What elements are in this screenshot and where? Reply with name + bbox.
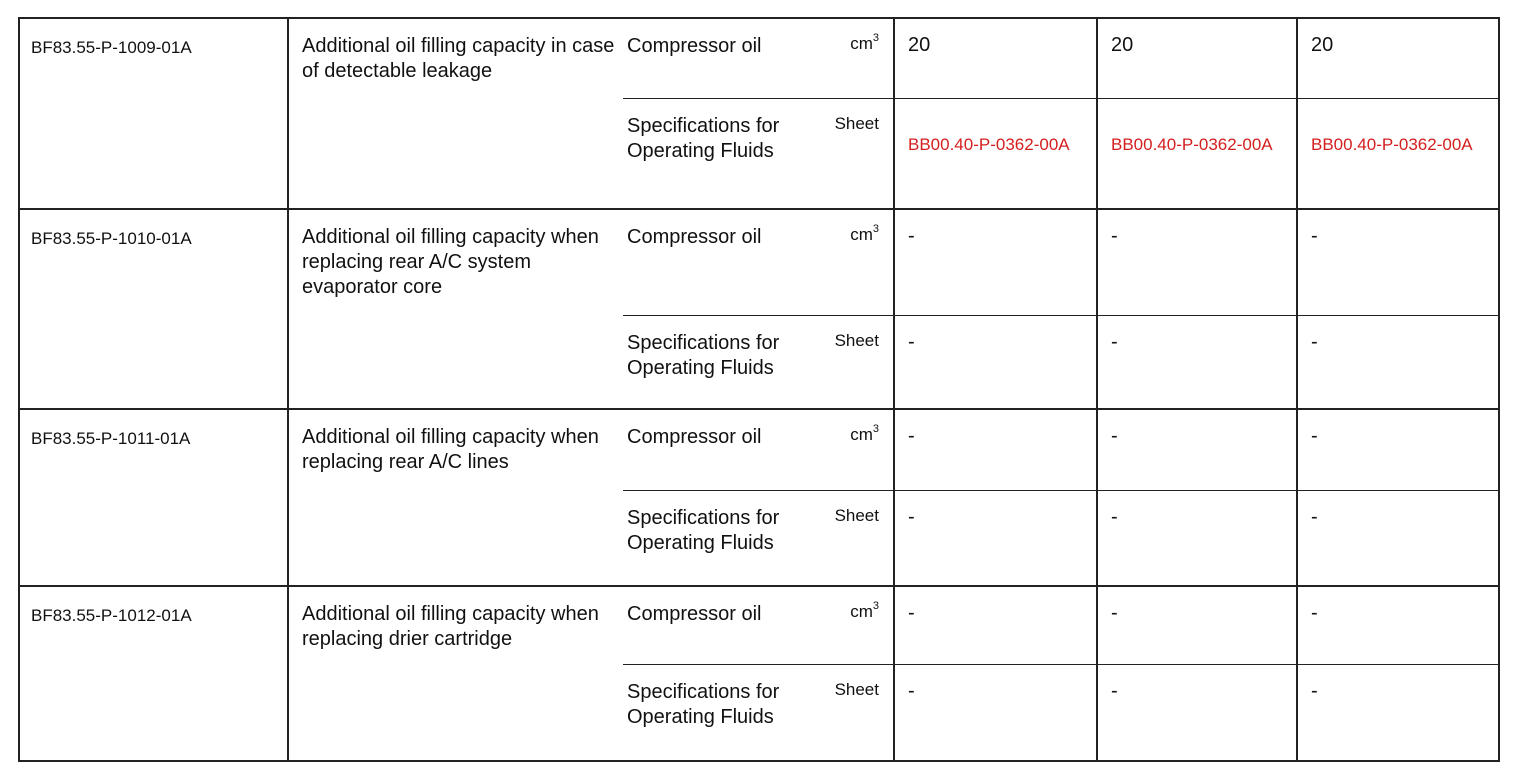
value-cell: -: [1097, 409, 1297, 490]
item-unit: Sheet: [824, 315, 894, 409]
spec-link[interactable]: BB00.40-P-0362-00A: [894, 98, 1097, 209]
value-cell: -: [1297, 409, 1499, 490]
item-name: Specifications for Operating Fluids: [623, 490, 824, 586]
table-row: [19, 586, 1499, 664]
value-cell: 20: [1097, 18, 1297, 98]
value-cell: -: [894, 409, 1097, 490]
value-cell: -: [1297, 664, 1499, 761]
item-unit: $cm^3$: [850, 600, 879, 621]
item-unit: $cm^3$: [850, 423, 879, 444]
operation-description: Additional oil filling capacity when replacing rear A/C lines: [288, 409, 623, 586]
value-cell: -: [1297, 315, 1499, 409]
item-name: Specifications for Operating Fluids: [623, 664, 824, 761]
spec-link[interactable]: BB00.40-P-0362-00A: [1297, 98, 1499, 209]
operation-code: BF83.55-P-1010-01A: [19, 209, 288, 409]
value-cell: -: [894, 586, 1097, 664]
value-cell: 20: [894, 18, 1097, 98]
item-name: Compressor oil: [627, 603, 762, 625]
table-row: [19, 209, 1499, 315]
value-cell: -: [894, 664, 1097, 761]
table-row: [19, 18, 1499, 98]
value-cell: -: [1297, 209, 1499, 315]
value-cell: -: [1097, 490, 1297, 586]
item-name: Compressor oil: [623, 18, 824, 98]
item-unit: $cm^3$: [850, 223, 879, 244]
item-name: Compressor oil: [627, 426, 762, 448]
value-cell: -: [1097, 209, 1297, 315]
operation-description: Additional oil filling capacity in case of detectable leakage: [288, 18, 623, 209]
value-cell: -: [1297, 586, 1499, 664]
item-unit: Sheet: [824, 664, 894, 761]
item-unit: Sheet: [824, 490, 894, 586]
item-unit: $cm^3$: [824, 18, 894, 98]
value-cell: -: [894, 315, 1097, 409]
item-unit: Sheet: [824, 98, 894, 209]
value-cell: -: [894, 490, 1097, 586]
value-cell: -: [1297, 490, 1499, 586]
operation-description: Additional oil filling capacity when replacing drier cartridge: [288, 586, 623, 761]
spec-link[interactable]: BB00.40-P-0362-00A: [1097, 98, 1297, 209]
value-cell: -: [1097, 586, 1297, 664]
value-cell: -: [894, 209, 1097, 315]
item-name: Compressor oil: [627, 226, 762, 248]
item-name: Specifications for Operating Fluids: [623, 315, 824, 409]
operation-code: BF83.55-P-1012-01A: [19, 586, 288, 761]
value-cell: 20: [1297, 18, 1499, 98]
value-cell: -: [1097, 664, 1297, 761]
operation-description: Additional oil filling capacity when replacing rear A/C system evaporator core: [288, 209, 623, 409]
operation-code: BF83.55-P-1009-01A: [19, 18, 288, 209]
table-row: [19, 409, 1499, 490]
operation-code: BF83.55-P-1011-01A: [19, 409, 288, 586]
item-name: Specifications for Operating Fluids: [623, 98, 824, 209]
value-cell: -: [1097, 315, 1297, 409]
specifications-table: [18, 17, 1500, 762]
